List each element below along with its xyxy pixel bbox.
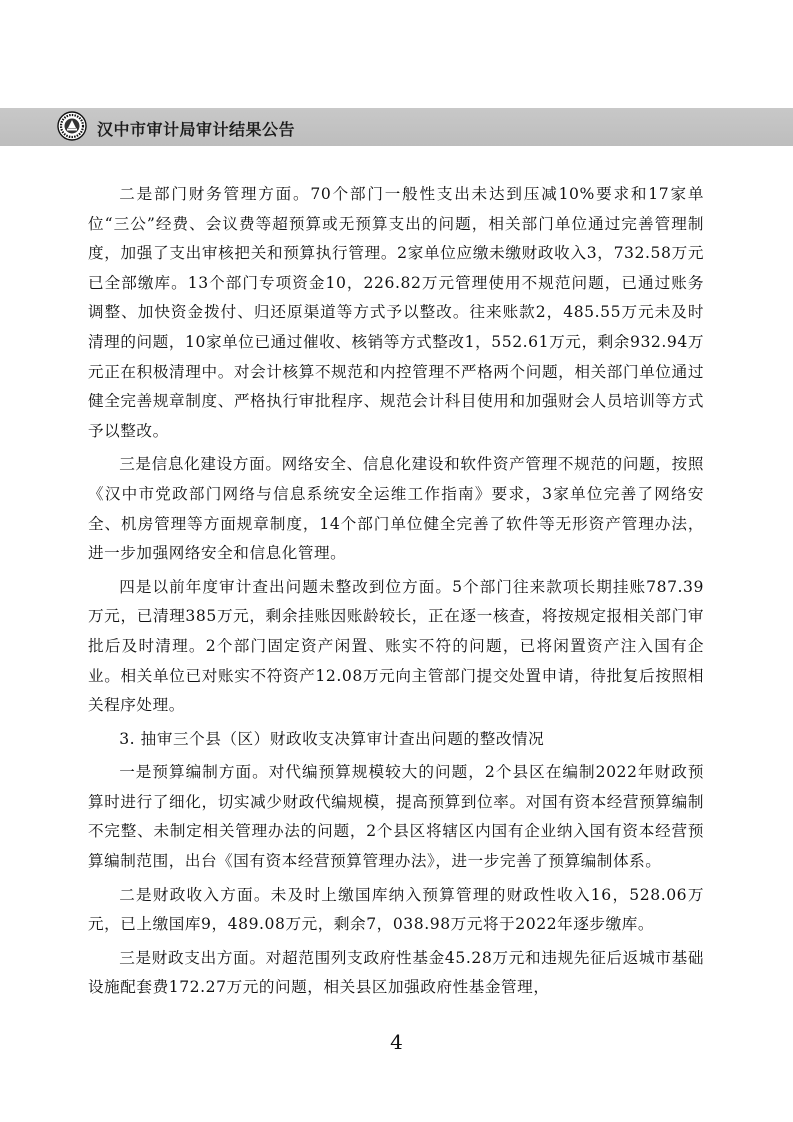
paragraph: 三是财政支出方面。对超范围列支政府性基金45.28万元和违规先征后返城市基础设施配套费172.27万元的问题，相关县区加强政府性基金管理， bbox=[88, 948, 704, 997]
audit-emblem-icon bbox=[57, 111, 87, 141]
paragraph: 一是预算编制方面。对代编预算规模较大的问题，2个县区在编制2022年财政预算时进行了细化，切实减少财政代编规模，提高预算到位率。对国有资本经营预算编制不完整、未制定相关管理办法的问题，2个县区将辖区内国有企业纳入国有资本经营预算编制范围，出台《国有资本经营预算管理办法》，进一步完善了预算编制体系。 bbox=[88, 763, 704, 871]
page-number: 4 bbox=[390, 1030, 403, 1054]
document-body bbox=[88, 180, 704, 1007]
paragraph: 二是部门财务管理方面。70个部门一般性支出未达到压减10%要求和17家单位“三公”经费、会议费等超预算或无预算支出的问题，相关部门单位通过完善管理制度，加强了支出审核把关和预算执行管理。2家单位应缴未缴财政收入3，732.58万元已全部缴库。13个部门专项资金10，226.82万元管理使用不规范问题，已通过账务调整、加快资金拨付、归还原渠道等方式予以整改。往来账款2，485.55万元未及时清理的问题，10家单位已通过催收、核销等方式整改1，552.61万元，剩余932.94万元正在积极清理中。对会计核算不规范和内控管理不严格两个问题，相关部门单位通过健全完善规章制度、严格执行审批程序、规范会计科目使用和加强财会人员培训等方式予以整改。 bbox=[88, 185, 704, 440]
paragraph: 三是信息化建设方面。网络安全、信息化建设和软件资产管理不规范的问题，按照《汉中市党政部门网络与信息系统安全运维工作指南》要求，3家单位完善了网络安全、机房管理等方面规章制度，14个部门单位健全完善了软件等无形资产管理办法，进一步加强网络安全和信息化管理。 bbox=[88, 455, 704, 563]
section-heading: 3. 抽审三个县（区）财政收支决算审计查出问题的整改情况 bbox=[119, 729, 545, 748]
paragraph: 四是以前年度审计查出问题未整改到位方面。5个部门往来款项长期挂账787.39万元，已清理385万元，剩余挂账因账龄较长，正在逐一核查，将按规定报相关部门审批后及时清理。2个部门固定资产闲置、账实不符的问题，已将闲置资产注入国有企业。相关单位已对账实不符资产12.08万元向主管部门提交处置申请，待批复后按照相关程序处理。 bbox=[88, 577, 704, 715]
paragraph: 二是财政收入方面。未及时上缴国库纳入预算管理的财政性收入16，528.06万元，已上缴国库9，489.08万元，剩余7，038.98万元将于2022年逐步缴库。 bbox=[88, 885, 704, 934]
page-header-title: 汉中市审计局审计结果公告 bbox=[97, 120, 296, 139]
